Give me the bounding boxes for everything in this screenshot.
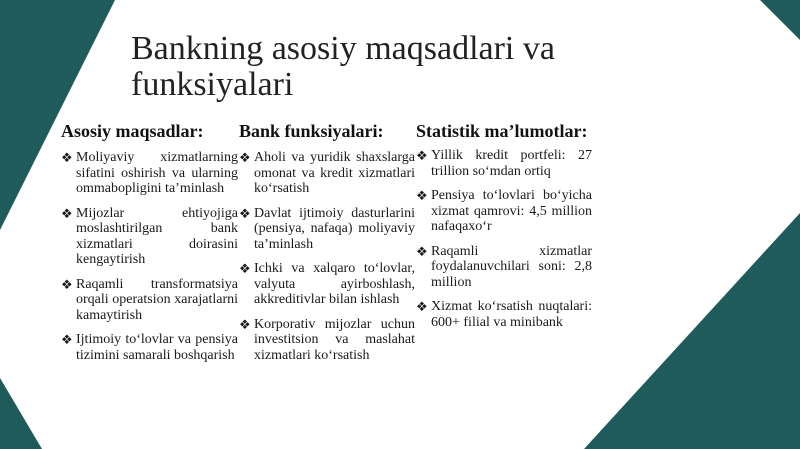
- list-item: ❖ Ijtimoiy to‘lovlar va pensiya tizimini samarali boshqarish: [61, 332, 238, 363]
- diamond-bullet-icon: ❖: [61, 332, 73, 347]
- list-item: ❖ Raqamli xizmatlar foydalanuvchilari soni: 2,8 million: [416, 243, 592, 290]
- goals-column: [61, 120, 238, 372]
- statistics-column: [416, 120, 592, 339]
- list-item: ❖ Davlat ijtimoiy dasturlarini (pensiya, nafaqa) moliyaviy ta’minlash: [239, 205, 415, 252]
- diamond-bullet-icon: ❖: [416, 299, 428, 314]
- diamond-bullet-icon: ❖: [61, 276, 73, 292]
- diamond-bullet-icon: ❖: [61, 205, 73, 221]
- slide-title: Bankning asosiy maqsadlari va funksiyalari: [131, 30, 555, 103]
- diamond-bullet-icon: ❖: [239, 316, 251, 332]
- statistics-list: [416, 148, 592, 330]
- goals-list: [61, 150, 238, 363]
- list-item: ❖ Korporativ mijozlar uchun investitsion va maslahat xizmatlari ko‘rsatish: [239, 316, 415, 363]
- diamond-bullet-icon: ❖: [416, 148, 428, 163]
- diamond-bullet-icon: ❖: [239, 261, 251, 276]
- list-item: ❖ Moliyaviy xizmatlarning sifatini oshirish va ularning ommabopligini ta’minlash: [61, 150, 238, 196]
- statistics-heading: Statistik ma’lumotlar:: [416, 121, 588, 141]
- list-item: ❖ Raqamli transformatsiya orqali operatsion xarajatlarni kamaytirish: [61, 276, 238, 323]
- diamond-bullet-icon: ❖: [416, 188, 428, 203]
- list-item: ❖ Aholi va yuridik shaxslarga omonat va kredit xizmatlari ko‘rsatish: [239, 150, 415, 196]
- list-item: ❖ Ichki va xalqaro to‘lovlar, valyuta ayirboshlash, akkreditivlar bilan ishlash: [239, 261, 415, 307]
- list-item: ❖ Pensiya to‘lovlari bo‘yicha xizmat qamrovi: 4,5 million nafaqaxo‘r: [416, 188, 592, 234]
- diamond-bullet-icon: ❖: [239, 205, 251, 221]
- functions-list: [239, 150, 415, 363]
- goals-heading: Asosiy maqsadlar:: [61, 121, 204, 141]
- list-item: ❖ Xizmat ko‘rsatish nuqtalari: 600+ filial va minibank: [416, 299, 592, 330]
- diamond-bullet-icon: ❖: [61, 150, 73, 165]
- list-item: ❖ Yillik kredit portfeli: 27 trillion so‘mdan ortiq: [416, 148, 592, 179]
- functions-column: [239, 120, 415, 372]
- list-item: ❖ Mijozlar ehtiyojiga moslashtirilgan bank xizmatlari doirasini kengaytirish: [61, 205, 238, 267]
- diamond-bullet-icon: ❖: [416, 243, 428, 259]
- diamond-bullet-icon: ❖: [239, 150, 251, 165]
- functions-heading: Bank funksiyalari:: [239, 121, 384, 141]
